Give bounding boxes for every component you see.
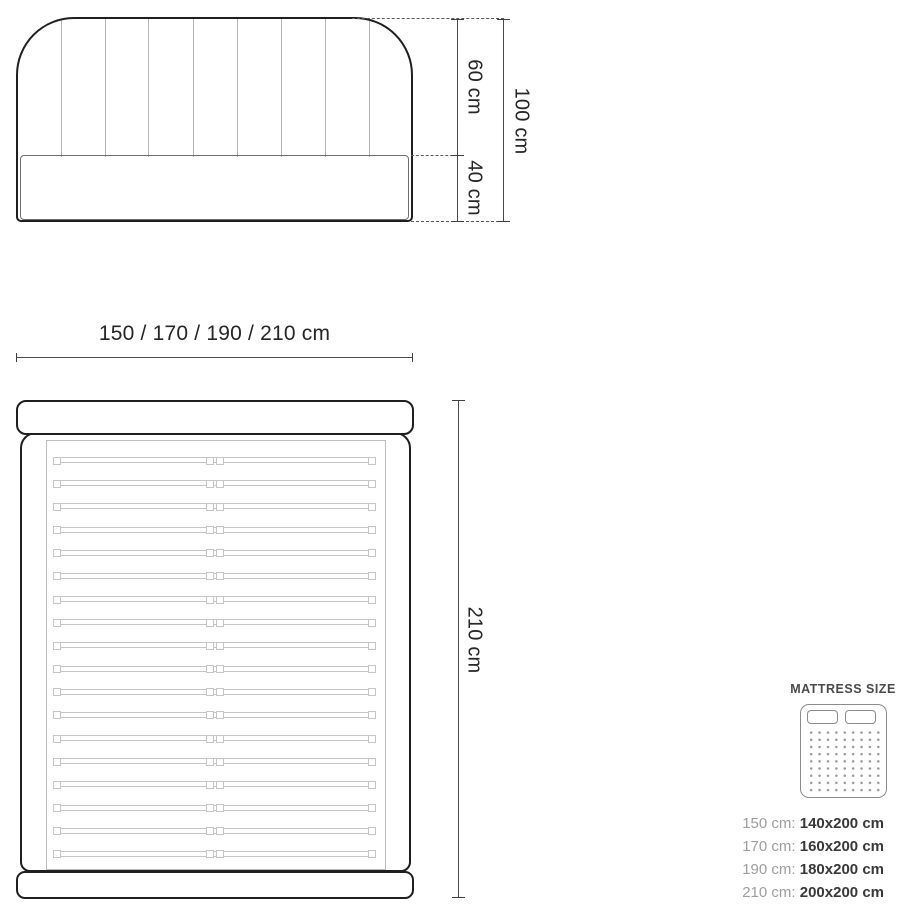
dimension-label-width: 150 / 170 / 190 / 210 cm [98, 322, 331, 345]
slat [53, 689, 376, 695]
mattress-dimensions: 160x200 cm [799, 838, 884, 855]
slat [53, 642, 376, 648]
slat [53, 712, 376, 718]
dimension-label-40cm: 40 cm [463, 160, 486, 216]
dimension-line-210 [458, 400, 459, 898]
headboard-channel-line [237, 19, 238, 157]
slat [53, 596, 376, 602]
extension-line-top [352, 18, 504, 19]
slat [53, 851, 376, 857]
slat [53, 781, 376, 787]
rail-inner-top [46, 440, 386, 441]
headboard-channel-line [193, 19, 194, 157]
mattress-size-list [700, 812, 884, 904]
dimension-line-width [16, 357, 413, 358]
slat [53, 666, 376, 672]
slat [53, 758, 376, 764]
mattress-size-row [700, 835, 884, 858]
slat [53, 828, 376, 834]
bed-base-front [20, 155, 409, 220]
headboard-channel-line [281, 19, 282, 157]
slat [53, 527, 376, 533]
dimension-tick [451, 221, 464, 222]
dimension-line-60-40 [457, 19, 458, 222]
dimension-tick [451, 155, 464, 156]
mattress-size-row [700, 858, 884, 881]
mattress-dimensions: 140x200 cm [799, 815, 884, 832]
dimension-tick [497, 19, 510, 20]
slat [53, 457, 376, 463]
mattress-size-title: MATTRESS SIZE [790, 682, 896, 696]
dimension-tick [412, 353, 413, 362]
side-rail-inner-right [385, 440, 386, 869]
slat [53, 480, 376, 486]
mattress-size-row [700, 812, 884, 835]
dimension-tick [497, 221, 510, 222]
slat [53, 573, 376, 579]
dimension-label-100cm: 100 cm [510, 87, 533, 155]
pillow-icon-left [807, 710, 838, 724]
mattress-icon [800, 704, 887, 798]
headboard-channel-line [148, 19, 149, 157]
side-rail-inner-left [46, 440, 47, 869]
bed-size-label: 150 cm: [742, 815, 796, 832]
mattress-dimensions: 200x200 cm [799, 884, 884, 901]
headboard-channel-line [61, 19, 62, 157]
slat [53, 735, 376, 741]
rail-inner-bottom [46, 869, 386, 870]
headboard-channel-line [105, 19, 106, 157]
slat [53, 550, 376, 556]
bed-size-label: 170 cm: [742, 838, 796, 855]
dimension-label-210cm: 210 cm [463, 606, 486, 674]
headboard-channel-line [325, 19, 326, 157]
mattress-dots-pattern [806, 728, 882, 794]
slat [53, 503, 376, 509]
headboard-channel-line [369, 19, 370, 157]
footer-bar-plan [16, 871, 414, 899]
headboard-front-outline [16, 17, 413, 222]
slat-area [53, 457, 376, 857]
dimension-label-60cm: 60 cm [463, 59, 486, 115]
dimension-tick [452, 400, 465, 401]
slat [53, 619, 376, 625]
pillow-icon-right [845, 710, 876, 724]
slat [53, 805, 376, 811]
dimension-line-100 [503, 19, 504, 222]
headboard-bar-plan [16, 400, 414, 435]
bed-size-label: 210 cm: [742, 884, 796, 901]
dimension-tick [451, 19, 464, 20]
mattress-size-row [700, 881, 884, 904]
dimension-tick [452, 897, 465, 898]
bed-size-label: 190 cm: [742, 861, 796, 878]
dimension-tick [16, 353, 17, 362]
mattress-dimensions: 180x200 cm [799, 861, 884, 878]
